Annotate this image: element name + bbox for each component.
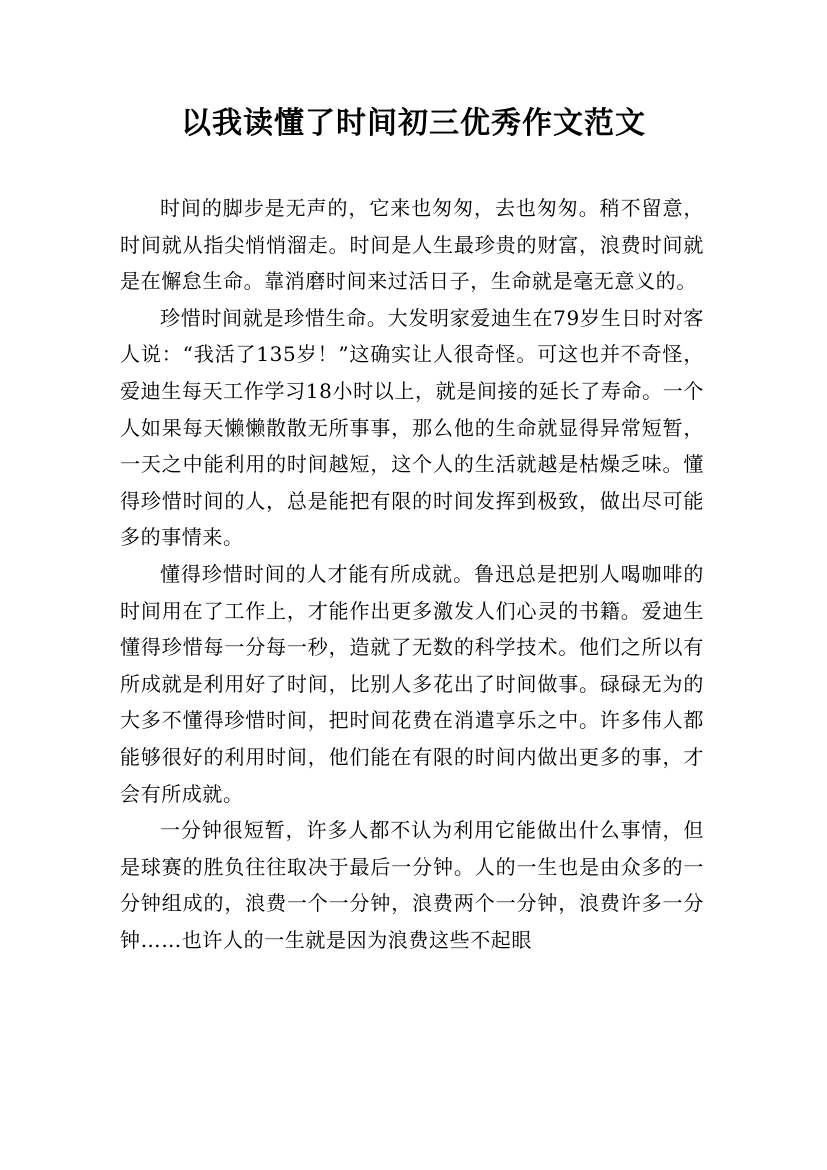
document-body: [120, 190, 704, 958]
paragraph-1: 时间的脚步是无声的，它来也匆匆，去也匆匆。稍不留意，时间就从指尖悄悄溜走。时间是人生最珍贵的财富，浪费时间就是在懈怠生命。靠消磨时间来过活日子，生命就是毫无意义的。: [120, 196, 704, 294]
paragraph-3: 懂得珍惜时间的人才能有所成就。鲁迅总是把别人喝咖啡的时间用在了工作上，才能作出更多激发人们心灵的书籍。爱迪生懂得珍惜每一分每一秒，造就了无数的科学技术。他们之所以有所成就是利用好了时间，比别人多花出了时间做事。碌碌无为的大多不懂得珍惜时间，把时间花费在消遣享乐之中。许多伟人都能够很好的利用时间，他们能在有限的时间内做出更多的事，才会有所成就。: [120, 561, 704, 806]
paragraph-4: 一分钟很短暂，许多人都不认为利用它能做出什么事情，但是球赛的胜负往往取决于最后一分钟。人的一生也是由众多的一分钟组成的，浪费一个一分钟，浪费两个一分钟，浪费许多一分钟……也许人的一生就是因为浪费这些不起眼: [120, 818, 704, 952]
paragraph-2: 珍惜时间就是珍惜生命。大发明家爱迪生在79岁生日时对客人说：“我活了135岁！”这确实让人很奇怪。可这也并不奇怪，爱迪生每天工作学习18小时以上，就是间接的延长了寿命。一个人如果每天懒懒散散无所事事，那么他的生命就显得异常短暂，一天之中能利用的时间越短，这个人的生活就越是枯燥乏味。懂得珍惜时间的人，总是能把有限的时间发挥到极致，做出尽可能多的事情来。: [120, 305, 704, 550]
document-title: 以我读懂了时间初三优秀作文范文: [181, 106, 646, 141]
